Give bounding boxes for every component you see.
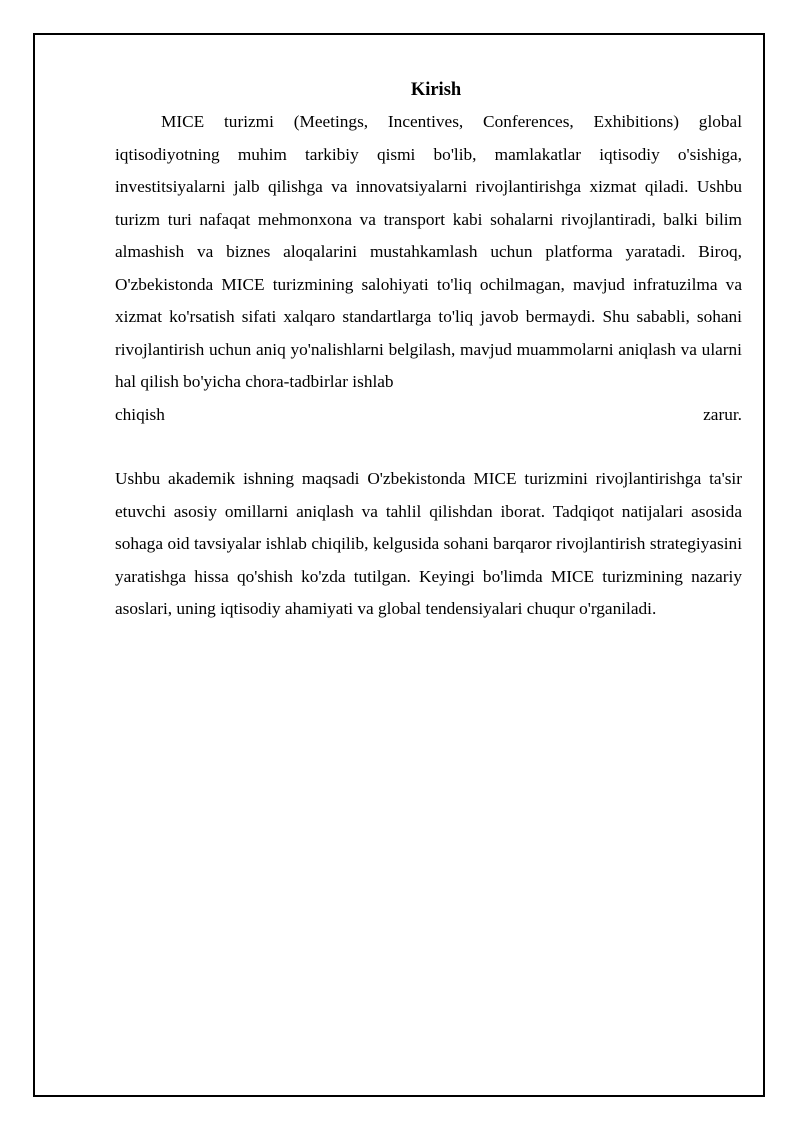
document-title: Kirish: [410, 80, 462, 100]
paragraph-1-last-line: chiqish zarur.: [115, 404, 742, 424]
document-body: [115, 74, 742, 626]
paragraph-spacer: [115, 431, 742, 463]
paragraph-2: Ushbu akademik ishning maqsadi O'zbekistonda MICE turizmini rivojlantirishga ta'sir etuvchi asosiy omillarni aniqlash va tahlil qilishdan iborat. Tadqiqot natijalari asosida sohaga oid tavsiyalar ishlab chiqilib, kelgusida sohani barqaror rivojlantirish strategiyasini yaratishga hissa qo'shish ko'zda tutilgan. Keyingi bo'limda MICE turizmining nazariy asoslari, uning iqtisodiy ahamiyati va global tendensiyalari chuqur o'rganiladi.: [115, 469, 742, 618]
paragraph-1: MICE turizmi (Meetings, Incentives, Conferences, Exhibitions) global iqtisodiyotning muhim tarkibiy qismi bo'lib, mamlakatlar iqtisodiy o'sishiga, investitsiyalarni jalb qilishga va innovatsiyalarni rivojlantirishga xizmat qiladi. Ushbu turizm turi nafaqat mehmonxona va transport kabi sohalarni rivojlantiradi, balki bilim almashish va biznes aloqalarini mustahkamlash uchun platforma yaratadi. Biroq, O'zbekistonda MICE turizmining salohiyati to'liq ochilmagan, mavjud infratuzilma va xizmat ko'rsatish sifati xalqaro standartlarga to'liq javob bermaydi. Shu sababli, sohani rivojlantirish uchun aniq yo'nalishlarni belgilash, mavjud muammolarni aniqlash va ularni hal qilish bo'yicha chora-tadbirlar ishlab: [115, 112, 742, 391]
